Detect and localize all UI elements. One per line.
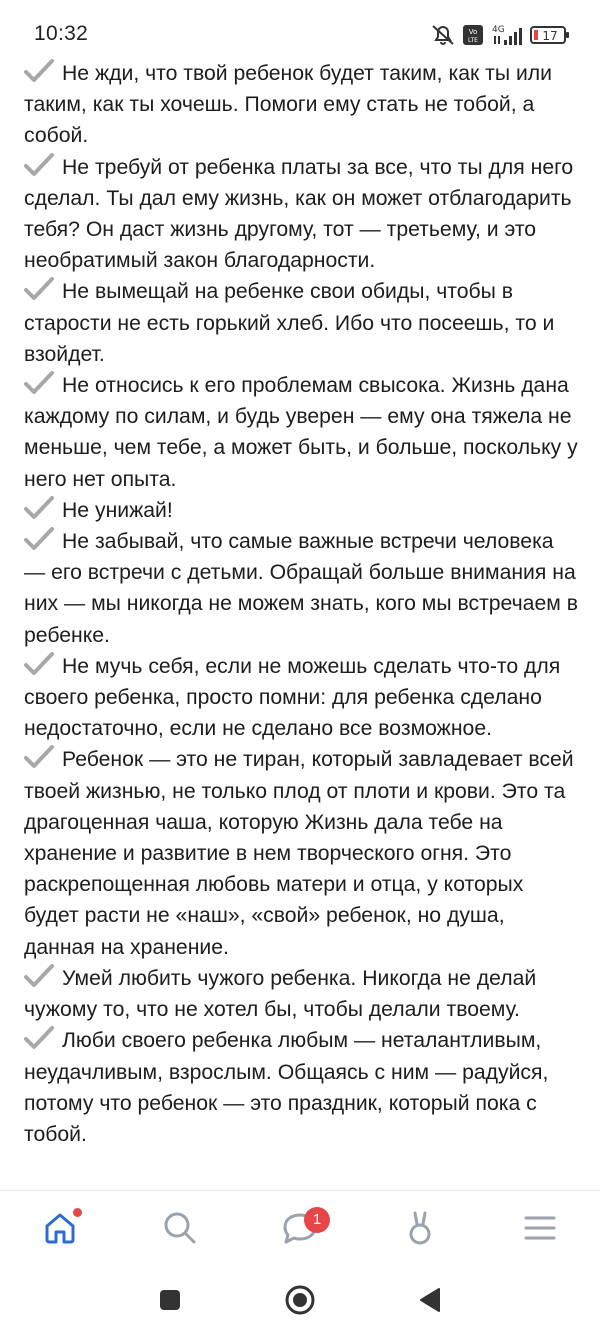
nav-messages-button[interactable]	[270, 1203, 330, 1253]
mute-icon	[430, 23, 456, 47]
status-bar	[0, 0, 600, 62]
system-nav-bar	[0, 1266, 600, 1334]
list-item-text: Не относись к его проблемам свысока. Жизнь дана каждому по силам, и будь уверен — ему она тяжела не меньше, чем тебе, а может быть, и больше, поскольку у него нет опыта.	[24, 374, 578, 491]
messages-badge: 1	[304, 1207, 330, 1233]
check-icon	[24, 964, 54, 988]
check-icon	[24, 371, 54, 395]
list-item	[24, 651, 580, 745]
volte-icon	[462, 24, 484, 46]
status-icons	[430, 20, 570, 50]
list-item-text: Не мучь себя, если не можешь сделать что-то для своего ребенка, просто помни: для ребенка сделано недостаточно, если не сделано все возможное.	[24, 654, 561, 741]
list-item	[24, 58, 580, 152]
recent-apps-icon	[158, 1288, 182, 1312]
list-item	[24, 1025, 580, 1150]
list-item	[24, 370, 580, 495]
check-icon	[24, 496, 54, 520]
home-icon	[42, 1210, 78, 1246]
nav-home-button[interactable]	[30, 1203, 90, 1253]
list-item	[24, 526, 580, 651]
list-item-text: Ребенок — это не тиран, который завладевает всей твоей жизнью, не только плод от плоти и крови. Это та драгоценная чаша, которую Жизнь дала тебе на хранение и развитие в нем творческого огня. Это раскрепощенная любовь матери и отца, у которых будет расти не «наш», «свой» ребенок, но душа, данная на хранение.	[24, 748, 574, 959]
bottom-nav	[0, 1190, 600, 1267]
back-button[interactable]	[412, 1282, 448, 1318]
search-icon	[162, 1210, 198, 1246]
nav-clips-button[interactable]	[390, 1203, 450, 1253]
svg-text:4G: 4G	[492, 25, 505, 35]
list-item-text: Не вымещай на ребенке свои обиды, чтобы в старости не есть горький хлеб. Ибо что посеешь, то и взойдет.	[24, 280, 555, 366]
list-item-text: Не требуй от ребенка платы за все, что ты для него сделал. Ты дал ему жизнь, как он может отблагодарить тебя? Он даст жизнь другому, тот — третьему, и это необратимый закон благодарности.	[24, 155, 574, 273]
nav-search-button[interactable]	[150, 1203, 210, 1253]
check-icon	[24, 745, 54, 769]
svg-text:LTE: LTE	[468, 37, 478, 44]
clips-icon	[402, 1210, 438, 1246]
menu-icon	[522, 1210, 558, 1246]
list-item	[24, 744, 580, 962]
signal-icon	[490, 23, 524, 47]
svg-text:Vo: Vo	[468, 28, 478, 36]
list-item-text: Не забывай, что самые важные встречи человека — его встречи с детьми. Обращай больше внимания на них — мы никогда не можем знать, кого мы встречаем в ребенке.	[24, 530, 578, 647]
check-icon	[24, 59, 54, 83]
battery-level: 17	[542, 29, 558, 43]
nav-menu-button[interactable]	[510, 1203, 570, 1253]
list-item	[24, 276, 580, 370]
list-item-text: Не жди, что твой ребенок будет таким, как ты или таким, как ты хочешь. Помоги ему стать не тобой, а собой.	[24, 62, 552, 148]
list-item-text: Умей любить чужого ребенка. Никогда не делай чужому то, что не хотел бы, чтобы делали твоему.	[24, 966, 537, 1022]
status-time: 10:32	[34, 22, 89, 45]
battery-icon	[530, 24, 570, 46]
check-icon	[24, 277, 54, 301]
check-icon	[24, 1026, 54, 1050]
system-home-button[interactable]	[282, 1282, 318, 1318]
recent-apps-button[interactable]	[152, 1282, 188, 1318]
list-item	[24, 495, 580, 526]
check-icon	[24, 652, 54, 676]
home-circle-icon	[284, 1284, 316, 1316]
list-item-text: Люби своего ребенка любым — неталантливым, неудачливым, взрослым. Общаясь с ним — радуйся, потому что ребенок — это праздник, который пока с тобой.	[24, 1029, 549, 1146]
list-item-text: Не унижай!	[62, 498, 173, 522]
list-item	[24, 152, 580, 277]
check-icon	[24, 153, 54, 177]
article-content	[24, 58, 580, 1186]
back-icon	[417, 1287, 443, 1313]
home-notification-dot	[73, 1208, 82, 1217]
check-icon	[24, 527, 54, 551]
list-item	[24, 963, 580, 1025]
